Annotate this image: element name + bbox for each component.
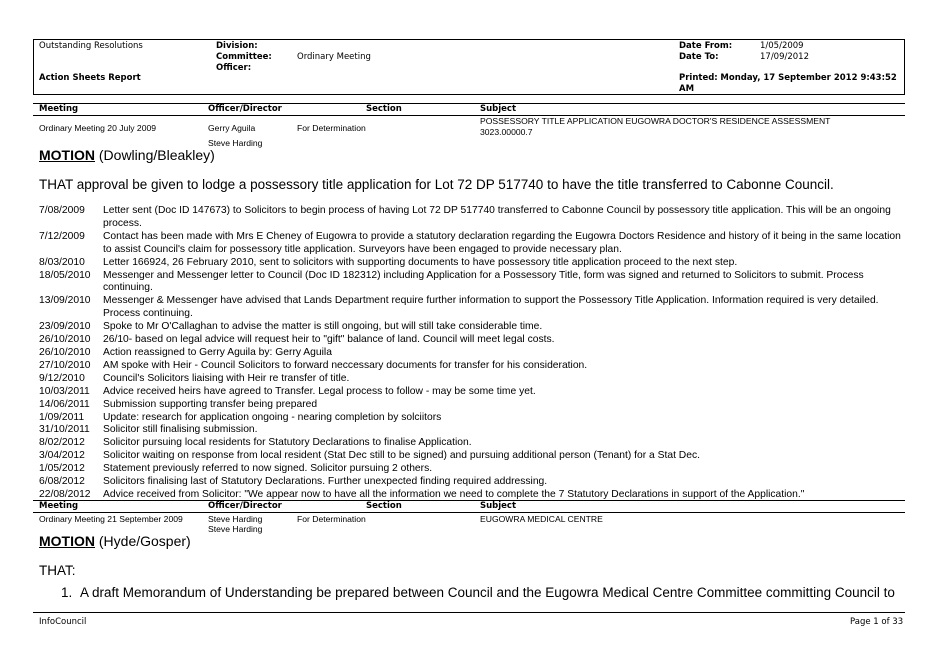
date-to-value: 17/09/2012: [760, 52, 809, 62]
entry-date: 26/10/2010: [39, 346, 91, 358]
column-header2-section: Section: [366, 501, 402, 511]
column-header-top-rule: [33, 103, 905, 104]
entry-text: Council's Solicitors liaising with Heir re transfer of title.: [103, 372, 350, 384]
entry-date: 13/09/2010: [39, 295, 91, 307]
entry-date: 14/06/2011: [39, 398, 90, 410]
action-entry: [39, 231, 905, 257]
column-header-subject: Subject: [480, 104, 517, 114]
page-number: Page 1 of 33: [850, 617, 904, 627]
action-entry: [39, 424, 905, 437]
entry-text: Advice received from Solicitor: "We appear now to have all the information we need to complete the 7 Statutory Declarations in support of the Application.": [103, 488, 805, 500]
entry-date: 6/08/2012: [39, 476, 85, 488]
action-entry: [39, 463, 905, 476]
item1-subject-line1: POSSESSORY TITLE APPLICATION EUGOWRA DOCTOR'S RESIDENCE ASSESSMENT: [480, 116, 831, 126]
outstanding-resolutions-label: Outstanding Resolutions: [39, 41, 143, 51]
action-entry: [39, 360, 905, 373]
division-label: Division:: [216, 41, 258, 51]
action-entry: [39, 373, 905, 386]
entry-date: 10/03/2011: [39, 385, 90, 397]
entry-text: Messenger and Messenger letter to Council (Doc ID 182312) including Application for a Possessory Title, form was signed and returned to Solicitors to submit. Process continuing.: [103, 269, 864, 294]
action-entry: [39, 321, 905, 334]
item1-meeting: Ordinary Meeting 20 July 2009: [39, 123, 157, 133]
entry-date: 7/08/2009: [39, 205, 85, 216]
entry-text: Messenger & Messenger have advised that Lands Department require further information to support the Possessory Title Application. Information required is very detailed. Process continuing.: [103, 295, 879, 320]
item2-point-text: A draft Memorandum of Understanding be prepared between Council and the Eugowra Medical Centre Committee committing Council to: [80, 585, 895, 600]
printed-am: AM: [679, 84, 695, 94]
column-header2-bottom-rule: [33, 512, 905, 513]
entry-text: Spoke to Mr O'Callaghan to advise the matter is still ongoing, but will still take considerable time.: [103, 321, 543, 333]
item2-point-number: 1.: [61, 585, 73, 600]
entry-date: 26/10/2010: [39, 334, 91, 346]
entry-date: 31/10/2011: [39, 424, 90, 436]
printed-label: Printed:: [679, 73, 718, 83]
action-entry: [39, 437, 905, 450]
committee-label: Committee:: [216, 52, 272, 62]
column-header-officer: Officer/Director: [208, 104, 282, 114]
action-entry: [39, 270, 905, 296]
column-header-section: Section: [366, 104, 402, 114]
date-from-value: 1/05/2009: [760, 41, 804, 51]
action-entry: [39, 476, 905, 489]
item1-officer-1: Gerry Aguila: [208, 123, 256, 133]
action-entry: [39, 334, 905, 347]
entry-text: Letter 166924, 26 February 2010, sent to solicitors with supporting documents to have possessory title application proceed to the next step.: [103, 256, 738, 268]
action-entry: [39, 347, 905, 360]
item2-motion: [39, 533, 191, 549]
action-entry: [39, 295, 905, 321]
entry-text: Advice received heirs have agreed to Transfer. Legal process to follow - may be some time yet.: [103, 385, 536, 397]
item2-officer-1: Steve Harding: [208, 514, 263, 524]
action-entry: [39, 412, 905, 425]
entry-date: 18/05/2010: [39, 269, 91, 281]
item2-motion-label: MOTION: [39, 533, 95, 549]
entry-date: 1/05/2012: [39, 463, 85, 475]
item1-subject-line2: 3023.00000.7: [480, 127, 533, 137]
entry-text: Update: research for application ongoing - nearing completion by solciitors: [103, 411, 442, 423]
footer-rule: [33, 612, 905, 613]
item2-that: THAT:: [39, 563, 76, 578]
entry-date: 9/12/2010: [39, 372, 85, 384]
entry-date: 8/02/2012: [39, 437, 85, 449]
item2-subject: EUGOWRA MEDICAL CENTRE: [480, 514, 603, 524]
action-entry: [39, 450, 905, 463]
entry-text: Solicitor pursuing local residents for Statutory Declarations to finalise Application.: [103, 437, 472, 449]
column-header2-subject: Subject: [480, 501, 517, 511]
entry-date: 8/03/2010: [39, 256, 85, 268]
entry-date: 23/09/2010: [39, 321, 91, 333]
entry-date: 7/12/2009: [39, 230, 85, 242]
officer-label: Officer:: [216, 63, 252, 73]
action-entries-list: [39, 205, 905, 502]
item2-motion-movers: (Hyde/Gosper): [98, 533, 191, 549]
committee-value: Ordinary Meeting: [297, 52, 371, 62]
entry-text: 26/10- based on legal advice will request heir to "gift" balance of land. Council will meet legal costs.: [103, 334, 555, 346]
action-entry: [39, 386, 905, 399]
entry-date: 3/04/2012: [39, 450, 85, 462]
column-header2-meeting: Meeting: [39, 501, 79, 511]
entry-text: Solicitor waiting on response from local resident (Stat Dec still to be signed) and pursuing additional person (Tenant) for a Stat Dec.: [103, 450, 700, 462]
entry-text: Action reassigned to Gerry Aguila by: Gerry Aguila: [103, 346, 332, 358]
entry-text: Statement previously referred to now signed. Solicitor pursuing 2 others.: [103, 463, 433, 475]
action-entry: [39, 399, 905, 412]
footer-brand: InfoCouncil: [39, 617, 87, 627]
item2-section: For Determination: [297, 514, 366, 524]
entry-date: 22/08/2012: [39, 488, 91, 500]
entry-date: 27/10/2010: [39, 359, 91, 371]
printed-value: Monday, 17 September 2012 9:43:52: [720, 73, 897, 83]
entry-text: Letter sent (Doc ID 147673) to Solicitors to begin process of having Lot 72 DP 517740 transferred to Cabonne Council by possessory title application. This will be an ongoing process.: [103, 205, 891, 229]
entry-text: Contact has been made with Mrs E Cheney of Eugowra to provide a statutory declaration regarding the Eugowra Doctors Residence and history of it being in the same location to assist Council's claim for possessory title application. Surveyors have been engaged to provide necessary plan.: [103, 230, 901, 255]
entry-text: AM spoke with Heir - Council Solicitors to forward neccessary documents for transfer for his consideration.: [103, 359, 588, 371]
item1-officer-2: Steve Harding: [208, 138, 263, 148]
report-title: Action Sheets Report: [39, 73, 141, 83]
entry-text: Solicitor still finalising submission.: [103, 424, 258, 436]
column-header-meeting: Meeting: [39, 104, 79, 114]
entry-text: Solicitors finalising last of Statutory Declarations. Further unexpected finding required addressing.: [103, 476, 548, 488]
action-entry: [39, 205, 905, 231]
action-entry: [39, 257, 905, 270]
item2-officer-2: Steve Harding: [208, 524, 263, 534]
date-from-label: Date From:: [679, 41, 733, 51]
column-header2-officer: Officer/Director: [208, 501, 282, 511]
item1-motion-label: MOTION: [39, 147, 95, 163]
item1-motion: [39, 147, 215, 163]
column-header2-top-rule: [33, 500, 905, 501]
printed-line: [679, 73, 897, 83]
item2-meeting: Ordinary Meeting 21 September 2009: [39, 514, 183, 524]
date-to-label: Date To:: [679, 52, 719, 62]
item1-motion-movers: (Dowling/Bleakley): [98, 147, 215, 163]
entry-date: 1/09/2011: [39, 411, 85, 423]
item1-resolution-text: THAT approval be given to lodge a possessory title application for Lot 72 DP 517740 to have the title transferred to Cabonne Council.: [39, 177, 834, 192]
entry-text: Submission supporting transfer being prepared: [103, 398, 318, 410]
item1-section: For Determination: [297, 123, 366, 133]
